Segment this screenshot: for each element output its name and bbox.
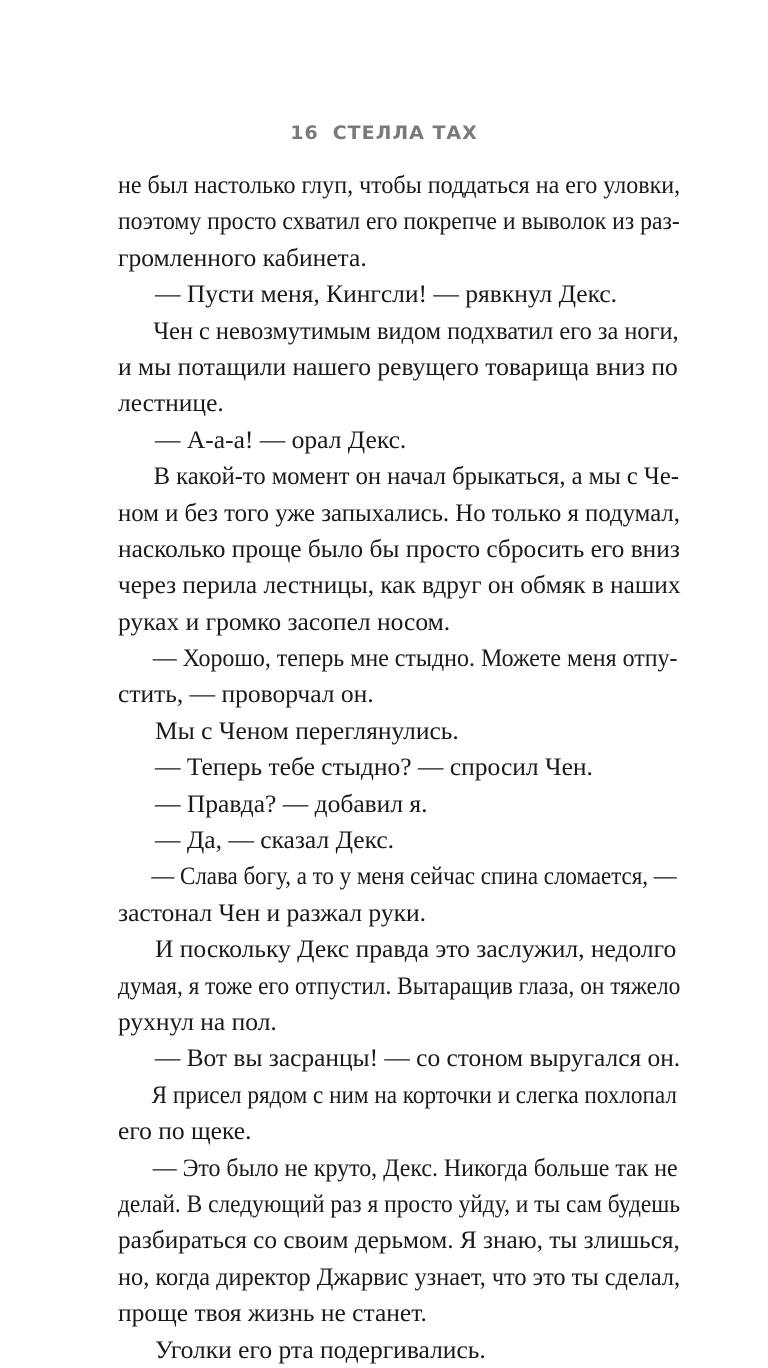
- text-line: но, когда директор Джарвис узнает, что это ты сделал,: [118, 1261, 681, 1291]
- text-line: Уголки его рта подергивались.: [155, 1334, 486, 1364]
- text-line: Чен с невозмутимым видом подхватил его за ноги,: [153, 315, 679, 345]
- page-number: 16: [290, 122, 319, 144]
- text-line: ном и без того уже запыхались. Но только я подумал,: [118, 497, 681, 527]
- text-line: руках и громко засопел носом.: [118, 606, 451, 636]
- text-line: его по щеке.: [118, 1116, 252, 1146]
- running-head: [0, 122, 768, 144]
- text-line: — Хорошо, теперь мне стыдно. Можете меня отпу-: [152, 643, 678, 673]
- text-line: думая, я тоже его отпустил. Вытаращив глаза, он тяжело: [118, 970, 681, 1000]
- text-line: делай. В следующий раз я просто уйду, и ты сам будешь: [118, 1188, 681, 1218]
- text-line: стить, — проворчал он.: [118, 679, 374, 709]
- text-line: громленного кабинета.: [118, 242, 367, 272]
- text-line: — Пусти меня, Кингсли! — рявкнул Декс.: [155, 279, 618, 309]
- text-line: И поскольку Декс правда это заслужил, недолго: [155, 934, 677, 964]
- text-line: насколько проще было бы просто сбросить его вниз: [118, 533, 680, 563]
- body-text: [118, 167, 680, 1368]
- text-line: — Да, — сказал Декс.: [155, 825, 395, 855]
- text-line: Я присел рядом с ним на корточки и слегка похлопал: [151, 1079, 677, 1109]
- text-line: — Теперь тебе стыдно? — спросил Чен.: [155, 752, 593, 782]
- text-line: и мы потащили нашего ревущего товарища вниз по: [118, 351, 678, 381]
- author-name: СТЕЛЛА ТАХ: [332, 122, 478, 144]
- text-line: рухнул на пол.: [118, 1006, 277, 1036]
- text-line: — Слава богу, а то у меня сейчас спина сломается, —: [151, 861, 677, 891]
- text-line: проще твоя жизнь не станет.: [118, 1298, 427, 1328]
- text-line: через перила лестницы, как вдруг он обмяк в наших: [118, 570, 681, 600]
- text-line: не был настолько глуп, чтобы поддаться на его уловки,: [118, 170, 681, 199]
- text-line: поэтому просто схватил его покрепче и выволок из раз-: [118, 206, 680, 236]
- text-line: — Это было не круто, Декс. Никогда больше так не: [152, 1152, 678, 1182]
- text-line: лестнице.: [118, 388, 224, 418]
- text-line: Мы с Ченом переглянулись.: [155, 715, 459, 745]
- text-line: — Вот вы засранцы! — со стоном выругался он.: [154, 1043, 681, 1073]
- text-line: разбираться со своим дерьмом. Я знаю, ты злишься,: [118, 1225, 680, 1255]
- text-line: В какой-то момент он начал брыкаться, а мы с Че-: [153, 461, 679, 491]
- text-line: — А-а-а! — орал Декс.: [155, 424, 407, 454]
- text-line: застонал Чен и разжал руки.: [118, 897, 427, 927]
- text-line: — Правда? — добавил я.: [155, 788, 428, 818]
